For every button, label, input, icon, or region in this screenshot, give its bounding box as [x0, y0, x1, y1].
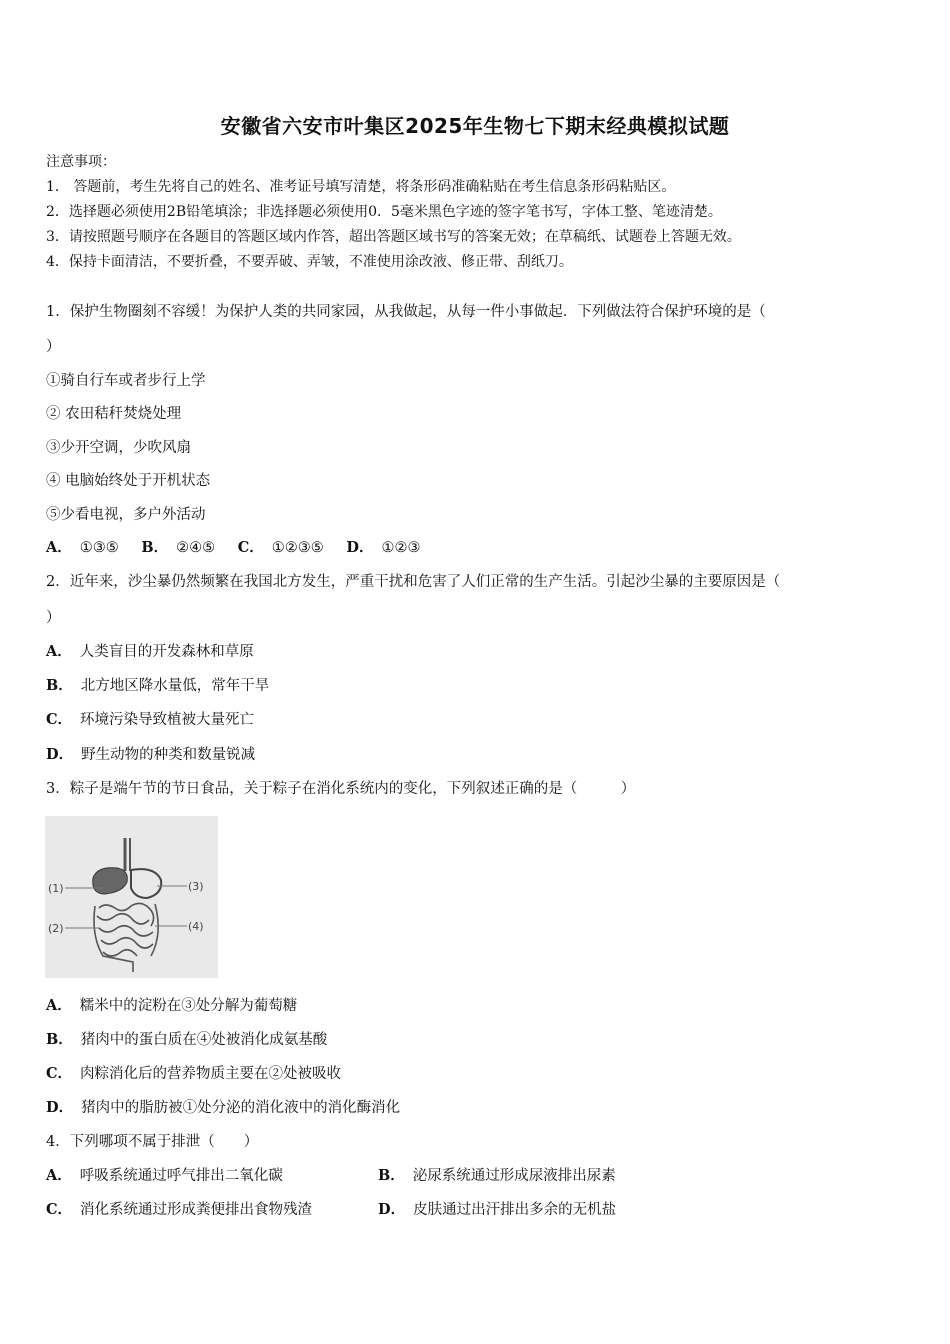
figure-label-3: (3) [188, 880, 204, 893]
figure-label-1: (1) [48, 882, 64, 895]
option-b[interactable]: B． 北方地区降水量低，常年干旱 [46, 677, 270, 694]
option-a[interactable]: A． ①③⑤ [46, 539, 119, 556]
notice-item: 4．保持卡面清洁，不要折叠，不要弄破、弄皱，不准使用涂改液、修正带、刮纸刀。 [46, 254, 573, 270]
option-b[interactable]: B． 猪肉中的蛋白质在④处被消化成氨基酸 [46, 1031, 328, 1048]
option-d[interactable]: D． 猪肉中的脂肪被①处分泌的消化液中的消化酶消化 [46, 1099, 401, 1116]
option-d[interactable]: D． ①②③ [346, 539, 421, 556]
question-2-stem-end: ） [46, 610, 61, 626]
figure-label-2: (2) [48, 922, 64, 935]
question-4-options-row-1 [46, 1166, 906, 1186]
notice-item: 3．请按照题号顺序在各题目的答题区域内作答，超出答题区域书写的答案无效；在草稿纸、试题卷上答题无效。 [46, 229, 741, 245]
digestive-system-figure [45, 816, 218, 978]
option-b[interactable]: B． 泌尿系统通过形成尿液排出尿素 [378, 1167, 616, 1184]
option-a[interactable]: A． 糯米中的淀粉在③处分解为葡萄糖 [46, 997, 298, 1014]
question-1-statement: ①骑自行车或者步行上学 [46, 373, 206, 389]
question-1-stem-end: ） [46, 339, 61, 355]
option-b[interactable]: B． ②④⑤ [141, 539, 216, 556]
digestive-system-illustration [45, 816, 218, 978]
page-title: 安徽省六安市叶集区2025年生物七下期末经典模拟试题 [220, 114, 730, 138]
option-c[interactable]: C． 消化系统通过形成粪便排出食物残渣 [46, 1201, 313, 1218]
option-c[interactable]: C． 环境污染导致植被大量死亡 [46, 711, 255, 728]
question-4-stem: 4．下列哪项不属于排泄（ ） [46, 1134, 259, 1150]
question-1-statement: ⑤少看电视，多户外活动 [46, 507, 206, 523]
option-c[interactable]: C． ①②③⑤ [237, 539, 324, 556]
option-a[interactable]: A． 呼吸系统通过呼气排出二氧化碳 [46, 1167, 283, 1184]
question-4-options-row-2 [46, 1200, 906, 1220]
question-1-statement: ④ 电脑始终处于开机状态 [46, 473, 211, 489]
question-1-statement: ② 农田秸秆焚烧处理 [46, 406, 182, 422]
notice-item: 2．选择题必须使用2B铅笔填涂；非选择题必须使用0．5毫米黑色字迹的签字笔书写，字体工整、笔迹清楚。 [46, 204, 722, 220]
notice-heading: 注意事项： [46, 154, 116, 170]
question-3-stem: 3．粽子是端午节的节日食品，关于粽子在消化系统内的变化，下列叙述正确的是（ ） [46, 781, 636, 797]
notice-item: 1． 答题前，考生先将自己的姓名、准考证号填写清楚，将条形码准确粘贴在考生信息条形码粘贴区。 [46, 179, 676, 195]
option-d[interactable]: D． 野生动物的种类和数量锐减 [46, 746, 256, 763]
figure-label-4: (4) [188, 920, 204, 933]
option-a[interactable]: A． 人类盲目的开发森林和草原 [46, 643, 254, 660]
option-c[interactable]: C． 肉粽消化后的营养物质主要在②处被吸收 [46, 1065, 342, 1082]
question-2-stem: 2．近年来，沙尘暴仍然频繁在我国北方发生，严重干扰和危害了人们正常的生产生活。引起沙尘暴的主要原因是（ [46, 574, 781, 590]
question-1-options [46, 538, 438, 558]
question-1-statement: ③少开空调，少吹风扇 [46, 440, 191, 456]
question-1-stem: 1．保护生物圈刻不容缓！为保护人类的共同家园，从我做起，从每一件小事做起．下列做法符合保护环境的是（ [46, 304, 766, 320]
option-d[interactable]: D． 皮肤通过出汗排出多余的无机盐 [378, 1201, 617, 1218]
